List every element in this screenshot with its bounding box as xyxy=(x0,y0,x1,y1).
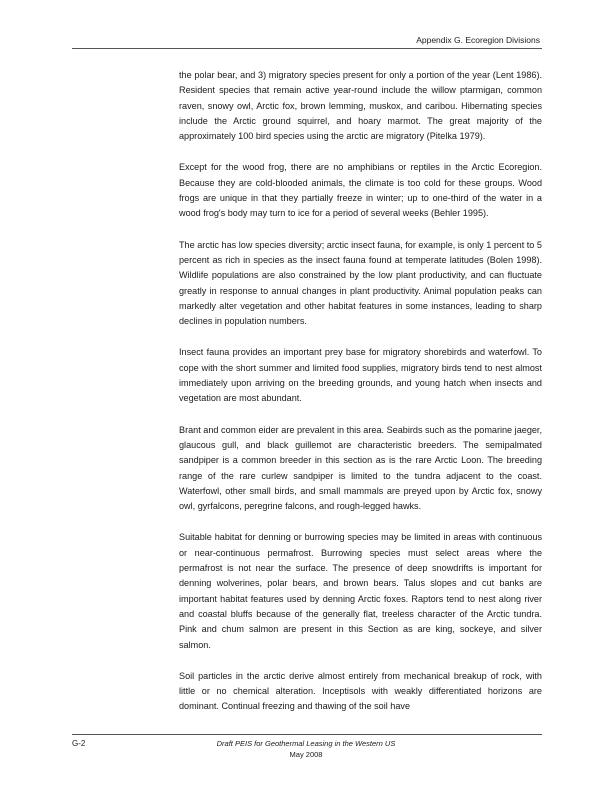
paragraph: Except for the wood frog, there are no amphibians or reptiles in the Arctic Ecoregion. Because they are cold-blooded animals, the climate is too cold for these groups. Wood frogs are unique in that they partially freeze in winter; up to one-third of the water in a wood frog's body may turn to ice for a period of several weeks (Behler 1995). xyxy=(179,162,542,219)
footer-document-title: Draft PEIS for Geothermal Leasing in the Western US xyxy=(216,739,396,748)
paragraph: The arctic has low species diversity; arctic insect fauna, for example, is only 1 percent to 5 percent as rich in species as the insect fauna found at temperate latitudes (Bolen 1998). Wildlife populations are also constrained by the low plant productivity, and can fluctuate greatly in response to annual changes in plant productivity. Animal population peaks can markedly alter vegetation and other habitat features in some instances, leading to sharp declines in population numbers. xyxy=(179,239,542,327)
paragraph: Insect fauna provides an important prey base for migratory shorebirds and waterfowl. To cope with the short summer and limited food supplies, migratory birds tend to nest almost immediately upon arriving on the breeding grounds, and young hatch when insects and vegetation are most abundant. xyxy=(179,347,542,404)
paragraph: Soil particles in the arctic derive almost entirely from mechanical breakup of rock, with little or no chemical alteration. Inceptisols with weakly differentiated horizons are dominant. Continual freezing and thawing of the soil have xyxy=(179,670,542,712)
paragraph: Brant and common eider are prevalent in this area. Seabirds such as the pomarine jaeger, glaucous gull, and black guillemot are characteristic breeders. The semipalmated sandpiper is a common breeder in this section as is the rare Arctic Loon. The breeding range of the rare curlew sandpiper is limited to the tundra adjacent to the coast. Waterfowl, other small birds, and small mammals are preyed upon by Arctic fox, snowy owl, gyrfalcons, peregrine falcons, and rough-legged hawks. xyxy=(179,424,542,512)
page-header xyxy=(72,32,542,49)
paragraph: the polar bear, and 3) migratory species present for only a portion of the year (Lent 1986). Resident species that remain active year-round include the willow ptarmigan, common raven, snowy owl, Arctic fox, brown lemming, muskox, and caribou. Hibernating species include the Arctic ground squirrel, and hoary marmot. The great majority of the approximately 100 bird species using the arctic are migratory (Pitelka 1979). xyxy=(179,70,542,142)
footer-divider xyxy=(72,734,542,735)
section-title: Appendix G. Ecoregion Divisions xyxy=(416,35,540,45)
paragraph: Suitable habitat for denning or burrowing species may be limited in areas with continuous or near-continuous permafrost. Burrowing species must select areas where the permafrost is not near the surface. The presence of deep snowdrifts is important for denning wolverines, polar bears, and brown bears. Talus slopes and cut banks are important habitat features used by denning Arctic foxes. Raptors tend to nest along river and coastal bluffs because of the generally flat, treeless character of the Arctic tundra. Pink and chum salmon are present in this Section as are king, sockeye, and silver salmon. xyxy=(179,532,542,650)
footer-date: May 2008 xyxy=(289,750,323,759)
page-number: G-2 xyxy=(72,739,86,748)
body-text xyxy=(179,68,542,731)
